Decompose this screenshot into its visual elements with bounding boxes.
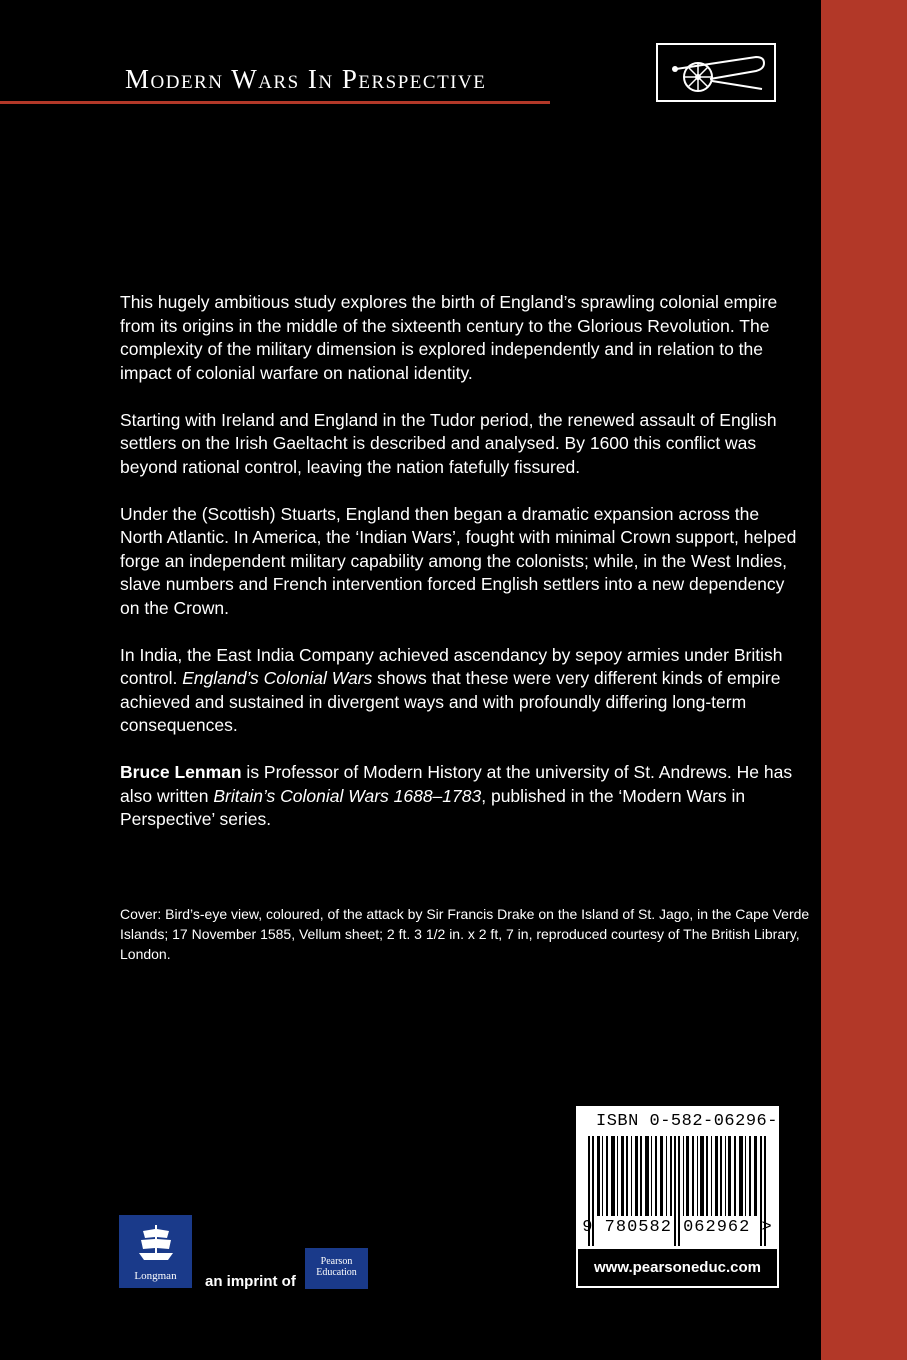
cover-credit: Cover: Bird’s-eye view, coloured, of the attack by Sir Francis Drake on the Island of St. Jago, in the Cape Verde Islands; 17 November 1585, Vellum sheet; 2 ft. 3 1/2 in. x 2 ft, 7 in, reproduced courtesy of The British Library, London. [120, 906, 810, 962]
author-bio: Bruce Lenman is Professor of Modern History at the university of St. Andrews. He has also written Britain’s Colonial Wars 1688–1783, published in the ‘Modern Wars in Perspective’ series. [120, 762, 793, 829]
longman-label: Longman [134, 1270, 177, 1282]
isbn-barcode-block [576, 1106, 789, 1288]
blurb-text [120, 291, 800, 855]
ship-icon [137, 1223, 175, 1265]
blurb-paragraph-2: Starting with Ireland and England in the Tudor period, the renewed assault of English settlers on the Irish Gaeltacht is described and analysed. By 1600 this conflict was beyond rational control, leaving the nation fatefully fissured. [120, 409, 777, 477]
book-title: England’s Colonial Wars [182, 668, 373, 688]
pearson-logo [305, 1248, 368, 1289]
other-book-title: Britain’s Colonial Wars 1688–1783 [213, 785, 482, 806]
series-title: Modern Wars In Perspective [125, 64, 487, 94]
blurb-paragraph-3: Under the (Scottish) Stuarts, England then began a dramatic expansion across the North Atlantic. In America, the ‘Indian Wars’, fought with minimal Crown support, helped forge an independent military capability among the colonists; while, in the West Indies, slave numbers and French intervention forced English settlers into a new dependency on the Crown. [120, 503, 797, 618]
blurb-paragraph-4: In India, the East India Company achieved ascendancy by sepoy armies under British control. England’s Colonial Wars shows that these were very different kinds of empire achieved and sustained in divergent ways and with profoundly differing long-term consequences. [120, 644, 783, 735]
title-rule [0, 101, 550, 104]
isbn-label: ISBN 0-582-06296-9 [596, 1112, 789, 1131]
imprint-text: an imprint of [205, 1273, 296, 1290]
publisher-website: www.pearsoneduc.com [578, 1249, 777, 1286]
blurb-paragraph-1: This hugely ambitious study explores the birth of England’s sprawling colonial empire from its origins in the middle of the sixteenth century to the Glorious Revolution. The complexity of the military dimension is explored independently and in relation to the impact of colonial warfare on national identity. [120, 292, 778, 383]
pearson-label-line2: Education [316, 1267, 357, 1278]
series-emblem [656, 43, 776, 102]
barcode-digits: 9 780582 062962 > [582, 1218, 773, 1237]
author-name: Bruce Lenman [120, 762, 242, 782]
spine-stripe [821, 0, 907, 1360]
cannon-icon [666, 51, 770, 95]
pearson-label-line1: Pearson [320, 1256, 353, 1267]
longman-logo [119, 1215, 192, 1288]
